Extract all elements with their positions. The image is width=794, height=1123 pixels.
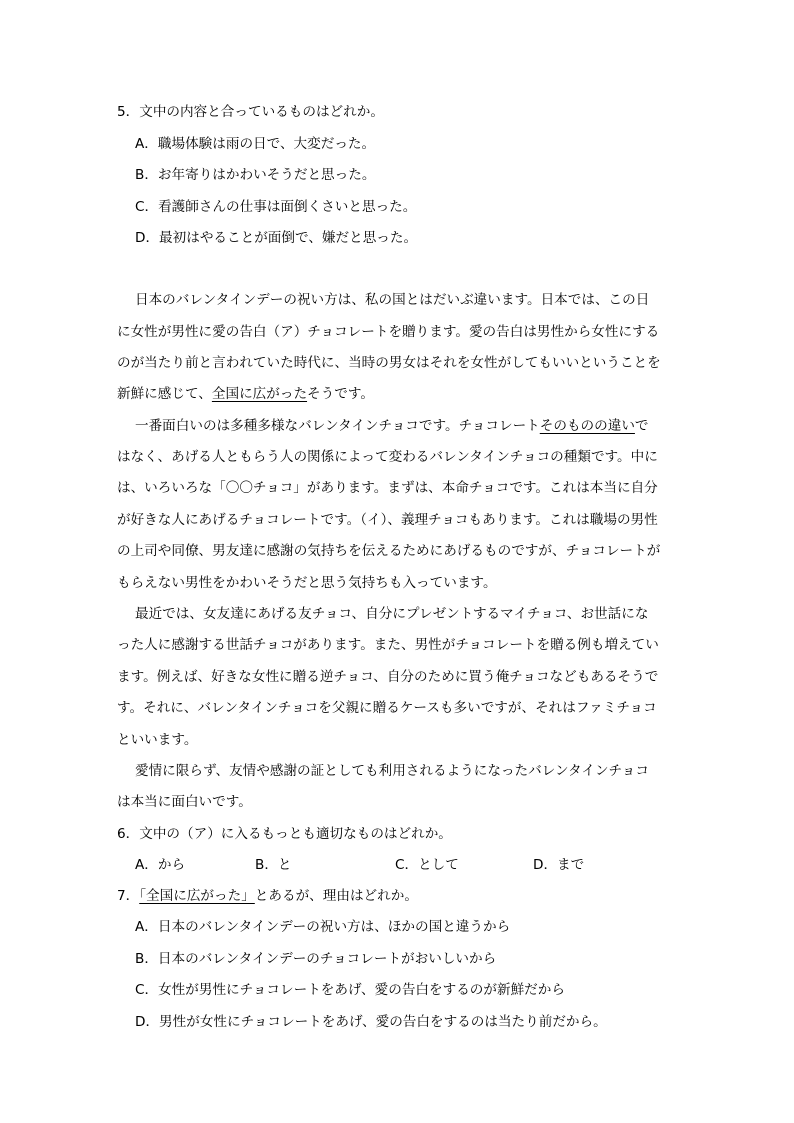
passage-p2-line-3: は、いろいろな「〇〇チョコ」があります。まずは、本命チョコです。これは本当に自分 xyxy=(117,480,658,496)
passage-p2-line-2: はなく、あげる人ともらう人の関係によって変わるバレンタインチョコの種類です。中に xyxy=(117,449,658,465)
underlined-phrase-sonomono: そのものの違い xyxy=(539,418,635,434)
q6-option-b: B．と xyxy=(255,857,292,873)
passage-p3-line-1: 最近では、女友達にあげる友チョコ、自分にプレゼントするマイチョコ、お世話にな xyxy=(135,606,649,622)
q5-option-b: B．お年寄りはかわいそうだと思った。 xyxy=(135,167,376,183)
q7-option-d: D．男性が女性にチョコレートをあげ、愛の告白をするのは当たり前だから。 xyxy=(135,1014,607,1030)
q7-option-a: A．日本のバレンタインデーの祝い方は、ほかの国と違うから xyxy=(135,919,511,935)
passage-p3-line-5: といいます。 xyxy=(117,732,198,748)
passage-p3-line-2: った人に感謝する世話チョコがあります。また、男性がチョコレートを贈る例も増えてい xyxy=(117,637,659,653)
passage-p4-line-1: 愛情に限らず、友情や感謝の証としても利用されるようになったバレンタインチョコ xyxy=(135,763,649,779)
q5-option-d: D．最初はやることが面倒で、嫌だと思った。 xyxy=(135,230,418,246)
passage-p3-line-4: す。それに、バレンタインチョコを父親に贈るケースも多いですが、それはファミチョコ xyxy=(117,700,657,716)
passage-p3-line-3: ます。例えば、好きな女性に贈る逆チョコ、自分のために買う俺チョコなどもあるそうで xyxy=(117,669,659,685)
passage-text: で xyxy=(634,418,649,434)
passage-p2-line-4: が好きな人にあげるチョコレートです。（イ）、義理チョコもあります。これは職場の男性 xyxy=(117,512,658,528)
q7-option-c: C．女性が男性にチョコレートをあげ、愛の告白をするのが新鮮だから xyxy=(135,982,565,998)
passage-text: 一番面白いのは多種多様なバレンタインチョコです。チョコレート xyxy=(135,418,540,434)
passage-p2-line-1 xyxy=(135,416,649,436)
q6-stem: 6．文中の（ア）に入るもっとも適切なものはどれか。 xyxy=(117,826,452,842)
q5-option-a: A．職場体験は雨の日で、大変だった。 xyxy=(135,136,376,152)
q6-option-a: A．から xyxy=(135,857,186,873)
passage-text: 新鮮に感じて、 xyxy=(117,386,212,402)
q7-underlined-quote: 「全国に広がった」 xyxy=(139,888,255,904)
q6-option-c: C．として xyxy=(395,857,459,873)
passage-p1-line-4 xyxy=(117,384,374,404)
q6-option-d: D．まで xyxy=(533,857,585,873)
passage-p1-line-2: に女性が男性に愛の告白（ア）チョコレートを贈ります。愛の告白は男性から女性にする xyxy=(117,324,660,340)
passage-p1-line-3: のが当たり前と言われていた時代に、当時の男女はそれを女性がしてもいいということを xyxy=(117,355,661,371)
q5-option-c: C．看護師さんの仕事は面倒くさいと思った。 xyxy=(135,199,417,215)
passage-p4-line-2: は本当に面白いです。 xyxy=(117,794,252,810)
q7-stem xyxy=(117,886,418,906)
passage-p1-line-1: 日本のバレンタインデーの祝い方は、私の国とはだいぶ違います。日本では、この日 xyxy=(135,292,650,308)
underlined-phrase-zenkoku: 全国に広がった xyxy=(211,386,308,402)
q7-number: 7． xyxy=(117,888,140,904)
q7-stem-text: とあるが、理由はどれか。 xyxy=(254,888,418,904)
passage-p2-line-6: もらえない男性をかわいそうだと思う気持ちも入っています。 xyxy=(117,575,497,591)
passage-text: そうです。 xyxy=(307,386,374,402)
passage-p2-line-5: の上司や同僚、男友達に感謝の気持ちを伝えるためにあげるものですが、チョコレートが xyxy=(117,543,661,559)
q5-stem: 5．文中の内容と合っているものはどれか。 xyxy=(117,104,384,120)
q7-option-b: B．日本のバレンタインデーのチョコレートがおいしいから xyxy=(135,951,497,967)
